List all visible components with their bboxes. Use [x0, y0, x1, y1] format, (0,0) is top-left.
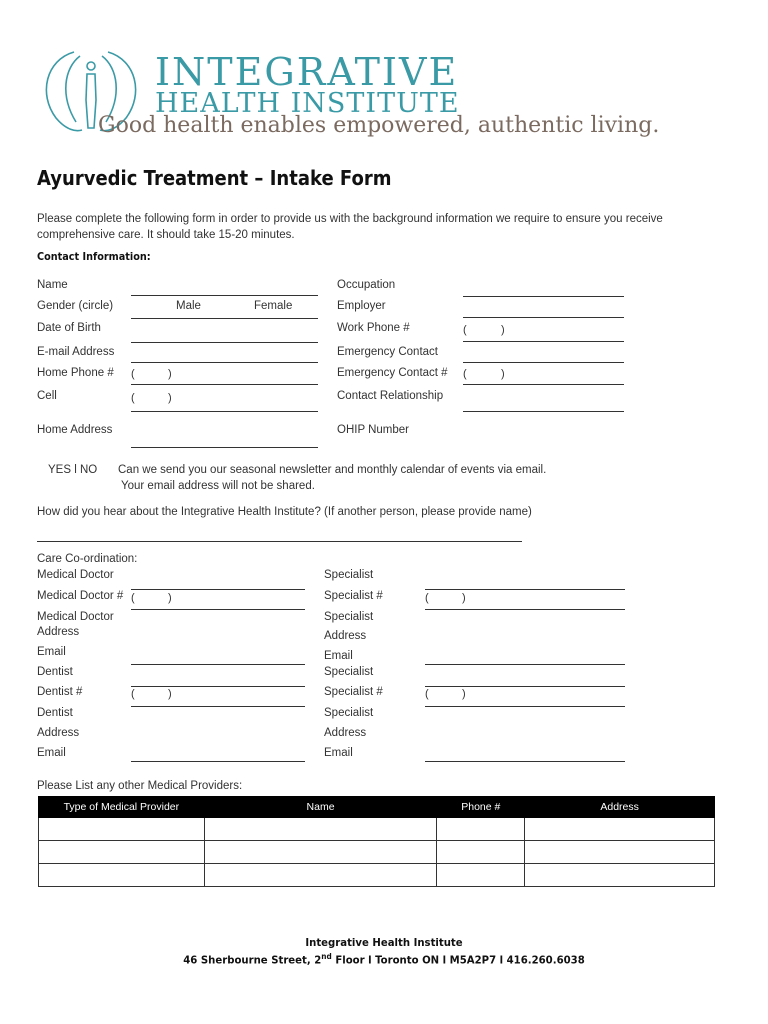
medical-doctor-email-label: Email	[37, 646, 66, 658]
newsletter-question: Can we send you our seasonal newsletter and monthly calendar of events via email.	[118, 464, 547, 476]
footer-address-post: Floor l Toronto ON l M5A2P7 l 416.260.6038	[331, 953, 585, 967]
contact-relationship-field[interactable]	[463, 411, 624, 412]
work-phone-label: Work Phone #	[337, 322, 410, 334]
table-cell[interactable]	[39, 841, 205, 864]
col-phone-header: Phone #	[437, 797, 525, 818]
dentist-address-label-1: Dentist	[37, 707, 73, 719]
table-cell[interactable]	[204, 818, 437, 841]
ohip-label: OHIP Number	[337, 424, 410, 436]
specialist-label: Specialist	[324, 569, 374, 581]
employer-label: Employer	[337, 300, 386, 312]
home-phone-label: Home Phone #	[37, 367, 114, 379]
contact-relationship-label: Contact Relationship	[337, 390, 444, 402]
providers-table	[38, 796, 715, 887]
intro-text: Please complete the following form in order to provide us with the background information we require to ensure you receive comprehensive care. It should take 15-20 minutes.	[37, 213, 663, 241]
other-providers-heading: Please List any other Medical Providers:	[37, 780, 243, 792]
table-cell[interactable]	[39, 818, 205, 841]
gender-label: Gender (circle)	[37, 300, 114, 312]
paren-close: )	[501, 368, 505, 380]
table-row	[39, 841, 715, 864]
specialist-3-field[interactable]	[425, 686, 625, 687]
care-coordination-heading: Care Co-ordination:	[37, 553, 138, 565]
table-cell[interactable]	[204, 841, 437, 864]
specialist-4-email-field[interactable]	[425, 761, 625, 762]
table-row	[39, 818, 715, 841]
medical-doctor-email-field[interactable]	[131, 664, 305, 665]
specialist-4-address-label: Address	[324, 727, 367, 739]
paren-close: )	[462, 592, 466, 604]
medical-doctor-address-label-1: Medical Doctor	[37, 611, 114, 623]
dob-label: Date of Birth	[37, 322, 101, 334]
home-address-field[interactable]	[131, 447, 318, 448]
specialist-phone-label: Specialist #	[324, 590, 383, 602]
paren-close: )	[168, 368, 172, 380]
home-phone-field[interactable]	[131, 384, 318, 385]
paren-close: )	[168, 688, 172, 700]
table-cell[interactable]	[525, 864, 715, 887]
dentist-email-label: Email	[37, 747, 66, 759]
occupation-label: Occupation	[337, 279, 396, 291]
dentist-field[interactable]	[131, 686, 305, 687]
col-name-header: Name	[204, 797, 437, 818]
specialist-email-label: Email	[324, 650, 353, 662]
paren-open: (	[425, 592, 429, 604]
specialist-address-label: Address	[324, 630, 367, 642]
paren-close: )	[462, 688, 466, 700]
occupation-field[interactable]	[463, 296, 624, 297]
work-phone-field[interactable]	[463, 341, 624, 342]
paren-open: (	[131, 592, 135, 604]
dentist-label: Dentist	[37, 666, 73, 678]
dentist-phone-field[interactable]	[131, 706, 305, 707]
gender-female-option[interactable]: Female	[254, 300, 293, 312]
medical-doctor-phone-field[interactable]	[131, 609, 305, 610]
specialist-label-2: Specialist	[324, 611, 374, 623]
emergency-contact-phone-field[interactable]	[463, 384, 624, 385]
gender-line	[131, 318, 318, 319]
specialist-field[interactable]	[425, 589, 625, 590]
specialist-3-phone-field[interactable]	[425, 706, 625, 707]
logo-title-line2: HEALTH INSTITUTE	[155, 88, 460, 119]
providers-header-row	[39, 797, 715, 818]
medical-doctor-phone-label: Medical Doctor #	[37, 590, 124, 602]
form-title: Ayurvedic Treatment – Intake Form	[37, 166, 392, 190]
email-label: E-mail Address	[37, 346, 115, 358]
medical-doctor-label: Medical Doctor	[37, 569, 114, 581]
name-field[interactable]	[131, 295, 318, 296]
contact-info-heading: Contact Information:	[37, 250, 151, 263]
specialist-email-field[interactable]	[425, 664, 625, 665]
employer-field[interactable]	[463, 317, 624, 318]
emergency-contact-field[interactable]	[463, 362, 624, 363]
newsletter-note: Your email address will not be shared.	[121, 480, 315, 492]
dentist-email-field[interactable]	[131, 761, 305, 762]
dentist-address-label-2: Address	[37, 727, 80, 739]
medical-doctor-field[interactable]	[131, 589, 305, 590]
medical-doctor-address-label-2: Address	[37, 626, 80, 638]
cell-label: Cell	[37, 390, 57, 402]
logo-title-line1: INTEGRATIVE	[155, 50, 459, 94]
table-cell[interactable]	[437, 818, 525, 841]
paren-open: (	[131, 688, 135, 700]
hear-about-field[interactable]	[37, 541, 522, 542]
specialist-label-4: Specialist	[324, 707, 374, 719]
emergency-contact-label: Emergency Contact	[337, 346, 438, 358]
paren-open: (	[463, 324, 467, 336]
table-cell[interactable]	[437, 864, 525, 887]
name-label: Name	[37, 279, 68, 291]
hear-about-question: How did you hear about the Integrative Health Institute? (If another person, please provide name)	[37, 506, 532, 518]
table-cell[interactable]	[525, 818, 715, 841]
paren-close: )	[168, 392, 172, 404]
table-cell[interactable]	[39, 864, 205, 887]
footer-address	[31, 952, 738, 967]
specialist-4-email-label: Email	[324, 747, 353, 759]
home-address-label: Home Address	[37, 424, 113, 436]
specialist-label-3: Specialist	[324, 666, 374, 678]
paren-open: (	[425, 688, 429, 700]
footer-name: Integrative Health Institute	[305, 936, 463, 949]
newsletter-yes-no[interactable]: YES l NO	[48, 464, 98, 476]
dob-field[interactable]	[131, 342, 318, 343]
footer-address-pre: 46 Sherbourne Street, 2	[183, 953, 322, 967]
paren-open: (	[131, 392, 135, 404]
table-cell[interactable]	[204, 864, 437, 887]
footer-address-sup: nd	[321, 952, 332, 961]
paren-close: )	[168, 592, 172, 604]
col-address-header: Address	[525, 797, 715, 818]
email-field[interactable]	[131, 362, 318, 363]
tagline: Good health enables empowered, authentic living.	[98, 113, 660, 138]
table-cell[interactable]	[525, 841, 715, 864]
specialist-phone-field[interactable]	[425, 609, 625, 610]
emergency-contact-phone-label: Emergency Contact #	[337, 367, 448, 379]
cell-field[interactable]	[131, 411, 318, 412]
paren-open: (	[463, 368, 467, 380]
specialist-3-phone-label: Specialist #	[324, 686, 383, 698]
table-cell[interactable]	[437, 841, 525, 864]
paren-open: (	[131, 368, 135, 380]
paren-close: )	[501, 324, 505, 336]
col-type-header: Type of Medical Provider	[39, 797, 205, 818]
table-row	[39, 864, 715, 887]
dentist-phone-label: Dentist #	[37, 686, 83, 698]
gender-male-option[interactable]: Male	[176, 300, 201, 312]
